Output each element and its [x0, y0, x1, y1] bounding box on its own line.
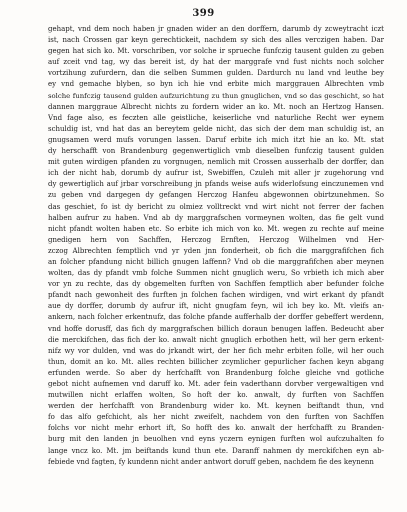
text-line: ist, nach Crossen gar keyn gerechtickeit, nachdem sy sich des alles verczigen haben. Dar [48, 36, 384, 45]
text-line: gnedigen hern von Sachffen, Herczog Ernften, Herczog Wilhelmen vnd Her- [48, 235, 384, 244]
text-line: febiede vnd fagten, fy kundenn nicht ander antwort doruff geben, nachdem fie des keynenn [48, 457, 374, 466]
text-line: mit guten wirdigen pfanden zu vorgnugen, nemlich mit Crossen ausserhalb der dorffer, dan [48, 158, 384, 167]
text-line: ich der nicht hab, dorumb dy aufrur ist, Swebiffen, Czuleh mit aller jr zugehorung vnd [48, 169, 384, 178]
text-line: lange vncz ko. Mt. jm beiftands kund thun ete. Daranff nahmen dy merckifchen eyn ab- [48, 446, 384, 455]
text-line: gegen hat sich ko. Mt. vorschriben, vor solche ir sprueche funfczig tausent gulden zu geben [48, 47, 384, 56]
text-line: thun, domit an ko. Mt. alles rechten billicher zcymlicher gepurlicher fachen keyn abgang [48, 357, 384, 366]
text-line: auf zceit vnd tag, wy das bereit ist, dy hat der marggrafe vnd fust nichts noch solcher [48, 58, 384, 67]
text-line: ankern, nach folcher erkentnufz, das folche pfande aufferhalb der dorffer gebeffert werdenn, [48, 313, 384, 322]
text-line: zu geben vnd dargegen dy gefangen Herczog Hanfeu abgewonnen obirtzunehmen. So [48, 191, 384, 200]
text-line: nifz wy vor dulden, vnd was do jrkandt wirt, der her fich mehr erbiten folle, wil her ouch [48, 346, 384, 355]
text-line: vortzihung zufurdern, dan die selben Summen gulden. Dardurch nu land vnd leuthe bey [48, 69, 384, 78]
text-line: nicht pfandt wolten haben etc. So erbite ich mich von ko. Mt. wegen zu rechte auf meine [48, 224, 384, 233]
text-line: mutwillen nicht erlaffen wolten, So hoft der ko. anwalt, dy furften von Sachffen [48, 391, 384, 400]
text-line: dannen marggraue Albrecht nichts zu fordern wider an ko. Mt. noch an Hertzog Hansen. [48, 102, 384, 111]
text-line: dy gewertiglich auf jrbar vorschreibung jn pfands weise aufs widerlofsung einczunemen vnd [48, 180, 384, 189]
text-line: an folcher pfandung nicht billich gnugen laffenn? Vnd ob die marggrafifchen aber meynen [48, 257, 384, 266]
text-line: das geschiet, fo ist dy bericht zu olmiez volltreckt vnd wirt nicht not ferrer der fachen [48, 202, 384, 211]
text-line: vnd hoffe dorusff, das fich dy marggrafschen billich doraun benugen laffen. Bedeucht aber [48, 324, 384, 333]
text-line: erfunden werde. So aber dy herfchafft von Brandenburg folche gleiche vnd gotliche [48, 368, 384, 377]
text-line: dy herschafft von Brandenburg gegenwertiglich vmb dieselben funfczig tausent gulden [48, 147, 384, 156]
text-line: halben aufrur zu haben. Vnd ab dy marggrafschen vormeynen wolten, das fie gelt vund [48, 213, 384, 222]
text-line: fo das alfo gefchicht, als her nicht zweifelt, nachdem von den furften von Sachffen [48, 413, 384, 422]
text-line: werden der herfchafft von Brandenburg wider ko. Mt. keynen beiftandt thun, vnd [48, 402, 384, 411]
text-line: die merckifchen, das fich der ko. anwalt nicht gnuglich erbothen hett, wil her gern erkent- [48, 335, 384, 344]
text-line: pfandt nach gewonheit des furften jn folchen fachen wirdigen, vnd wirt erkant dy pfandt [48, 291, 384, 300]
page-number: 399 [192, 8, 215, 19]
text-line: ey vnd gemache blyben, so byn ich hie vnd erbite mich marggrauen Albrechten vmb [48, 80, 384, 89]
text-line: aue dy dorffer, dorumb dy aufrur ift, nicht gnugfam feyn, wil ich bey ko. Mt. vleifs an- [48, 302, 384, 311]
body-text [48, 24, 384, 468]
text-line: gebot nicht aufnemen vnd daruff ko. Mt. ader fein vaderthann dorvber vergewaltigen vnd [48, 380, 384, 388]
text-line: wolten, das dy pfandt vmb folche Summen nicht gnuglich weru, So vrbieth ich mich aber [48, 269, 384, 278]
text-line: gehapt, vnd dem noch haben jr gnaden wider an den dorffern, darumb dy zcweytracht iczt [48, 25, 384, 33]
text-line: gnugsamen werd mufs vorungen lassen. Daruf erbite ich mich itzt hie an ko. Mt. stat [48, 135, 384, 144]
text-line: solche funfczig tausend gulden aufzurichtung zu thun gnuglichen, vnd so das geschicht, so hat [48, 91, 384, 100]
text-line: folchs vor nicht mehr erhort ift, So hofft des ko. anwalt der herfchafft zu Branden- [48, 424, 384, 433]
text-line: zczog Albrechten femptlich vnd yr yden jnn fonderheit, ob fich die marggrafifchen fich [48, 246, 384, 255]
text-line: schuldig ist, vnd hat das an bereytem gelde nicht, das sich der dem man schuldig ist, an [48, 124, 384, 133]
text-line: vor yn zu rechte, das dy obgemelten furften von Sachffen femptlich aber befunder folche [48, 280, 384, 289]
text-line: Vnd fage also, es feczten alle geistliche, keiserliche vnd naturliche Recht wer eynem [48, 113, 384, 122]
text-line: burg mit den landen jn beuolhen vnd eyns yczern eynigen furften wol aufczuhalten fo [48, 435, 384, 444]
